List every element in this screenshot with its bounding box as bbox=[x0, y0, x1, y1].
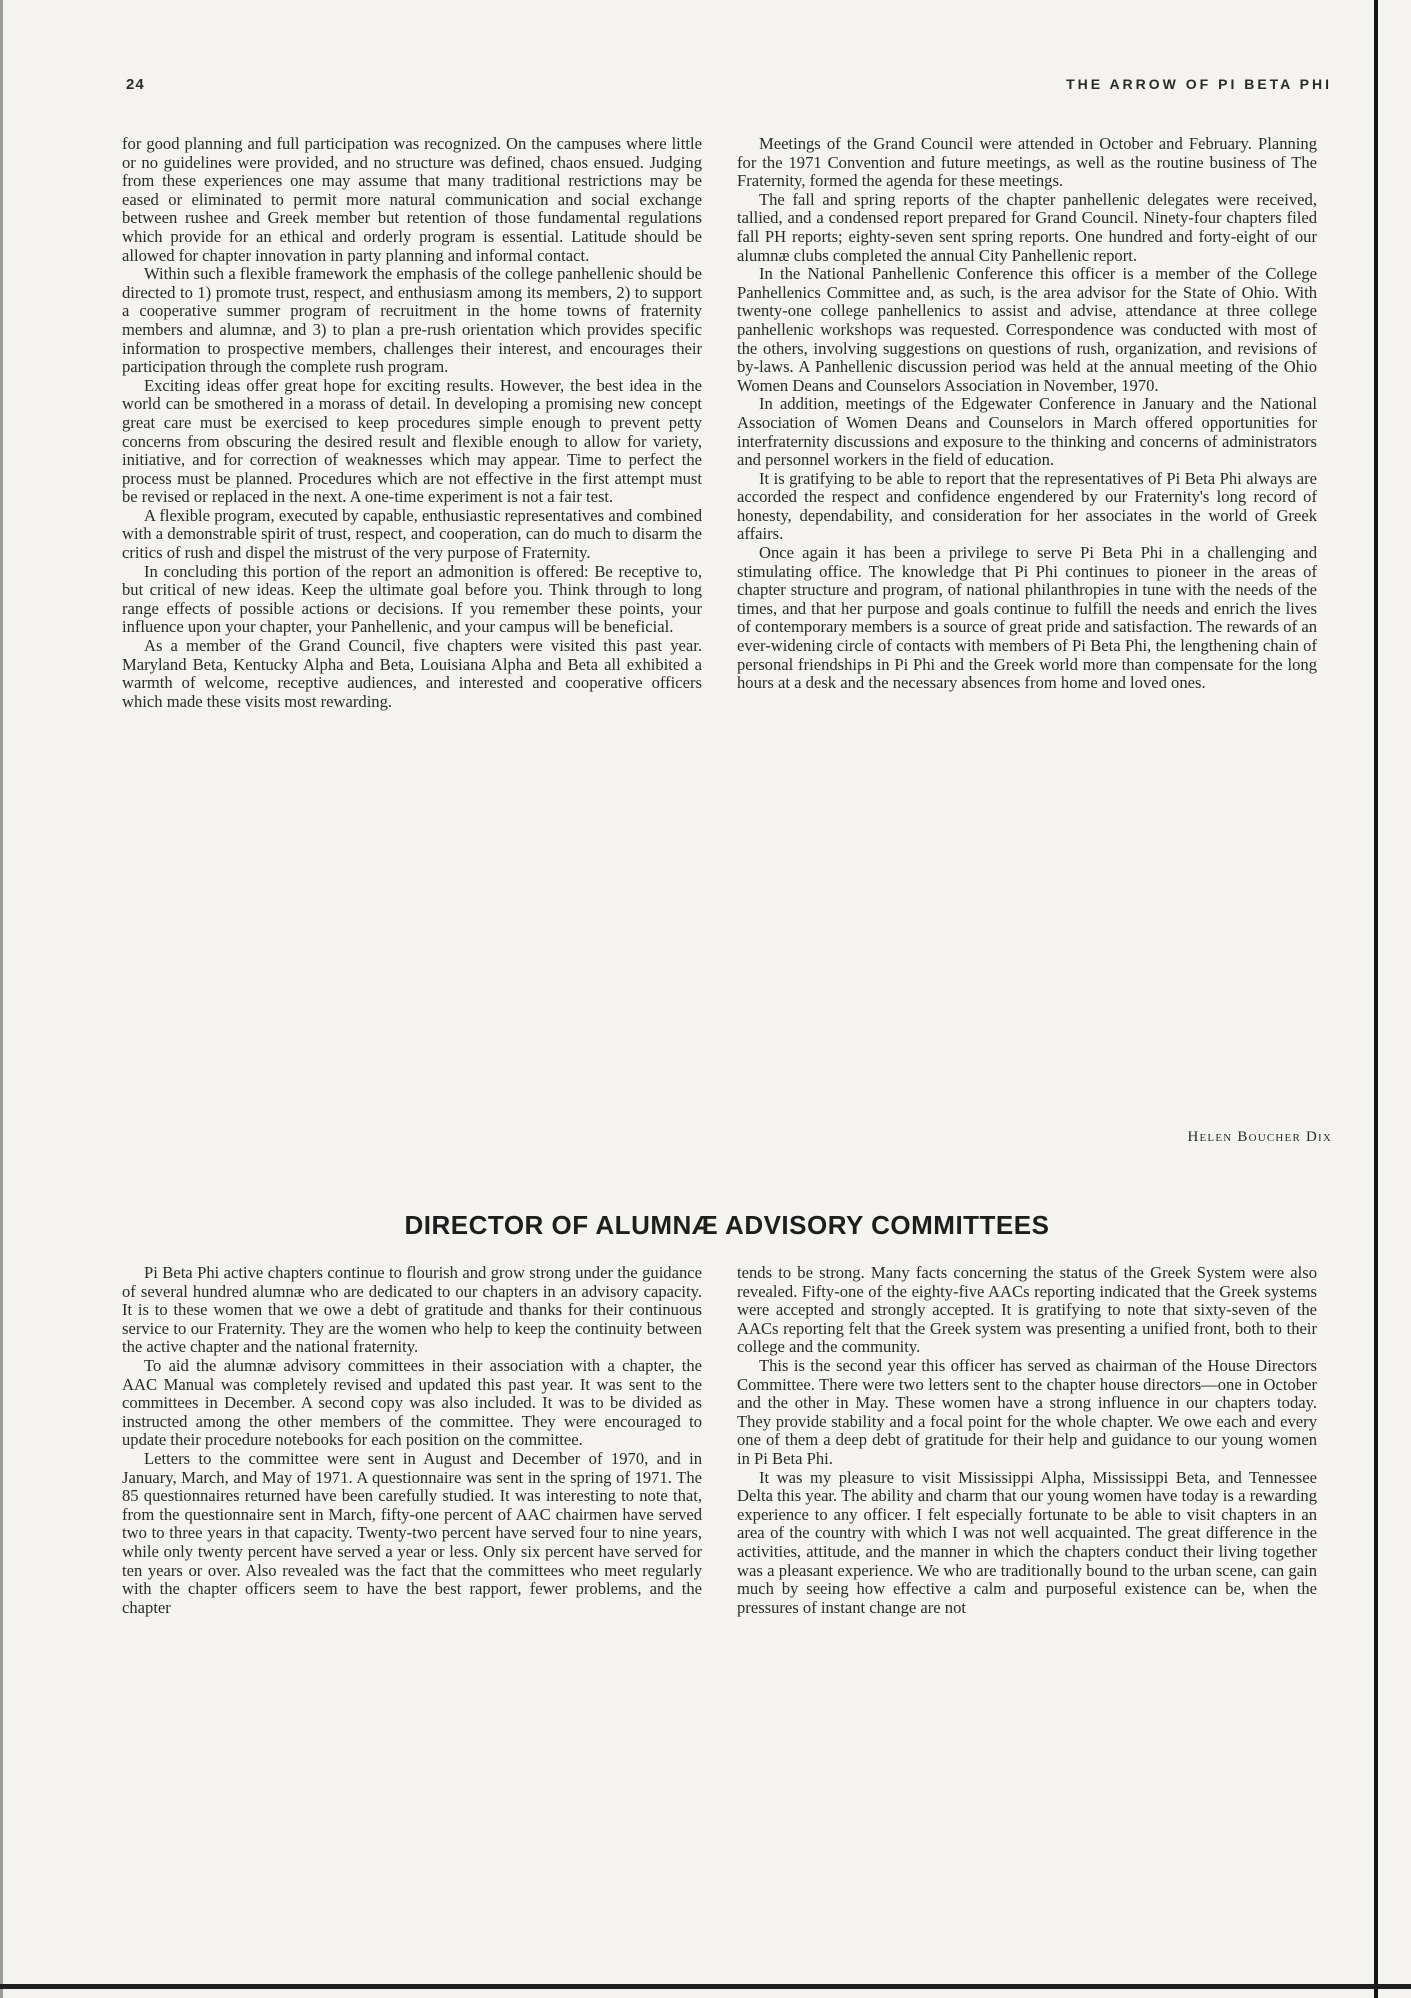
paragraph: Pi Beta Phi active chapters continue to flourish and grow strong under the guidance of several hundred alumnæ who are dedicated to our chapters in an advisory capacity. It is to these women that we owe a debt of gratitude and thanks for their continuous service to our Fraternity. They are the women who help to keep the continuity between the active chapter and the national fraternity. bbox=[122, 1263, 702, 1357]
paragraph: Letters to the committee were sent in August and December of 1970, and in January, March, and May of 1971. A questionnaire was sent in the spring of 1971. The 85 questionnaires returned have been carefully studied. It was interesting to note that, from the questionnaire sent in March, fifty-one percent of AAC chairmen have served two to three years in that capacity. Twenty-two percent have served four to nine years, while only twenty percent have served a year or less. Only six percent have served for ten years or over. Also revealed was the fact that the committees who meet regularly with the chapter officers seem to have the best rapport, fewer problems, and the chapter bbox=[122, 1448, 702, 1617]
paragraph: As a member of the Grand Council, five chapters were visited this past year. Maryland Beta, Kentucky Alpha and Beta, Louisiana Alpha and Beta all exhibited a warmth of welcome, receptive audiences, and interested and cooperative officers which made these visits most rewarding. bbox=[122, 636, 702, 711]
scan-right-edge bbox=[1374, 0, 1378, 1998]
paragraph: It was my pleasure to visit Mississippi Alpha, Mississippi Beta, and Tennessee Delta this year. The ability and charm that our young women have today is a rewarding experience to any officer. I felt especially fortunate to be able to visit chapters in an area of the country with which I was not well acquainted. The great difference in the activities, attitude, and the manner in which the chapters conduct their living together was a pleasant experience. We who are traditionally bound to the urban scene, can gain much by seeing how effective a calm and purposeful existence can be, when the pressures of instant change are not bbox=[737, 1467, 1317, 1617]
author-signature: Helen Boucher Dix bbox=[1187, 1129, 1332, 1145]
column-bottom-right bbox=[737, 1264, 1317, 1617]
column-bottom-left bbox=[122, 1264, 702, 1617]
running-head: THE ARROW OF PI BETA PHI bbox=[1066, 76, 1332, 92]
scan-bottom-edge bbox=[0, 1984, 1411, 1989]
paragraph: The fall and spring reports of the chapter panhellenic delegates were received, tallied, and a condensed report prepared for Grand Council. Ninety-four chapters filed fall PH reports; eighty-seven sent spring reports. One hundred and forty-eight of our alumnæ clubs completed the annual City Panhellenic report. bbox=[737, 189, 1317, 265]
paragraph: Once again it has been a privilege to serve Pi Beta Phi in a challenging and stimulating office. The knowledge that Pi Phi continues to pioneer in the areas of chapter structure and program, of national philanthropies in tune with the needs of the times, and that her purpose and goals continue to fulfill the needs and enrich the lives of contemporary members is a source of great pride and satisfaction. The rewards of an ever-widening circle of contacts with members of Pi Beta Phi, the lengthening chain of personal friendships in Pi Phi and the Greek world more than compensate for the long hours at a desk and the necessary absences from home and loved ones. bbox=[737, 543, 1317, 693]
paragraph: It is gratifying to be able to report that the representatives of Pi Beta Phi always are accorded the respect and confidence engendered by our Fraternity's long record of honesty, dependability, and consideration for her associates in the world of Greek affairs. bbox=[737, 468, 1317, 544]
paragraph: This is the second year this officer has served as chairman of the House Directors Committee. There were two letters sent to the chapter house directors—one in October and the other in May. These women have a strong influence in our chapters today. They provide stability and a focal point for the whole chapter. We owe each and every one of them a deep debt of gratitude for their help and guidance to our young women in Pi Beta Phi. bbox=[737, 1355, 1317, 1468]
paragraph: In addition, meetings of the Edgewater Conference in January and the National Association of Women Deans and Counselors in March offered opportunities for interfraternity discussions and exposure to the thinking and concerns of administrators and personnel workers in the field of education. bbox=[737, 394, 1317, 470]
paragraph: for good planning and full participation was recognized. On the campuses where little or no guidelines were provided, and no structure was defined, chaos ensued. Judging from these experiences one may assume that many traditional restrictions may be eased or eliminated to permit more natural communication and social exchange between rushee and Greek member but retention of those fundamental regulations which provide for an ethical and orderly program is essential. Latitude should be allowed for chapter innovation in party planning and informal contact. bbox=[122, 134, 702, 265]
scan-left-edge bbox=[0, 0, 3, 1998]
column-top-right bbox=[737, 135, 1317, 693]
paragraph: Meetings of the Grand Council were attended in October and February. Planning for the 1971 Convention and future meetings, as well as the routine business of The Fraternity, formed the agenda for these meetings. bbox=[737, 134, 1317, 191]
column-top-left bbox=[122, 135, 702, 711]
page-header bbox=[126, 76, 1332, 98]
paragraph: tends to be strong. Many facts concerning the status of the Greek System were also revealed. Fifty-one of the eighty-five AACs reporting indicated that the Greek systems were accepted and strongly accepted. It is gratifying to note that sixty-seven of the AACs reporting felt that the Greek system was presenting a unified front, both to their college and the community. bbox=[737, 1263, 1317, 1357]
paragraph: To aid the alumnæ advisory committees in their association with a chapter, the AAC Manual was completely revised and updated this past year. It was sent to the committees in December. A second copy was also included. It was to be divided as instructed among the other members of the committee. They were encouraged to update their procedure notebooks for each position on the committee. bbox=[122, 1355, 702, 1450]
paragraph: A flexible program, executed by capable, enthusiastic representatives and combined with a demonstrable spirit of trust, respect, and cooperation, can do much to disarm the critics of rush and dispel the mistrust of the very purpose of Fraternity. bbox=[122, 505, 702, 563]
paragraph: Exciting ideas offer great hope for exciting results. However, the best idea in the world can be smothered in a morass of detail. In developing a promising new concept great care must be exercised to keep procedures simple enough to prevent petty concerns from obscuring the desired result and flexible enough to allow for variety, initiative, and for correction of weaknesses which may appear. Time to perfect the process must be planned. Procedures which are not effective in the first attempt must be revised or replaced in the next. A one-time experiment is not a fair test. bbox=[122, 375, 702, 507]
section-heading: DIRECTOR OF ALUMNÆ ADVISORY COMMITTEES bbox=[404, 1210, 1050, 1240]
page-number: 24 bbox=[126, 76, 145, 93]
paragraph: In the National Panhellenic Conference this officer is a member of the College Panhellenics Committee and, as such, is the area advisor for the State of Ohio. With twenty-one college panhellenics to assist and advise, attendance at three college panhellenic workshops was requested. Correspondence was conducted with most of the others, involving suggestions on questions of rush, organization, and revisions of by-laws. A Panhellenic discussion period was held at the annual meeting of the Ohio Women Deans and Counselors Association in November, 1970. bbox=[737, 264, 1317, 395]
paragraph: In concluding this portion of the report an admonition is offered: Be receptive to, but critical of new ideas. Keep the ultimate goal before you. Think through to long range effects of possible actions or decisions. If you remember these points, your influence upon your chapter, your Panhellenic, and your campus will be beneficial. bbox=[122, 561, 702, 637]
paragraph: Within such a flexible framework the emphasis of the college panhellenic should be directed to 1) promote trust, respect, and enthusiasm among its members, 2) to support a cooperative summer program of recruitment in the home towns of fraternity members and alumnæ, and 3) to plan a pre-rush orientation which provides specific information to prospective members, challenges their interest, and encourages their participation through the complete rush program. bbox=[122, 264, 702, 377]
